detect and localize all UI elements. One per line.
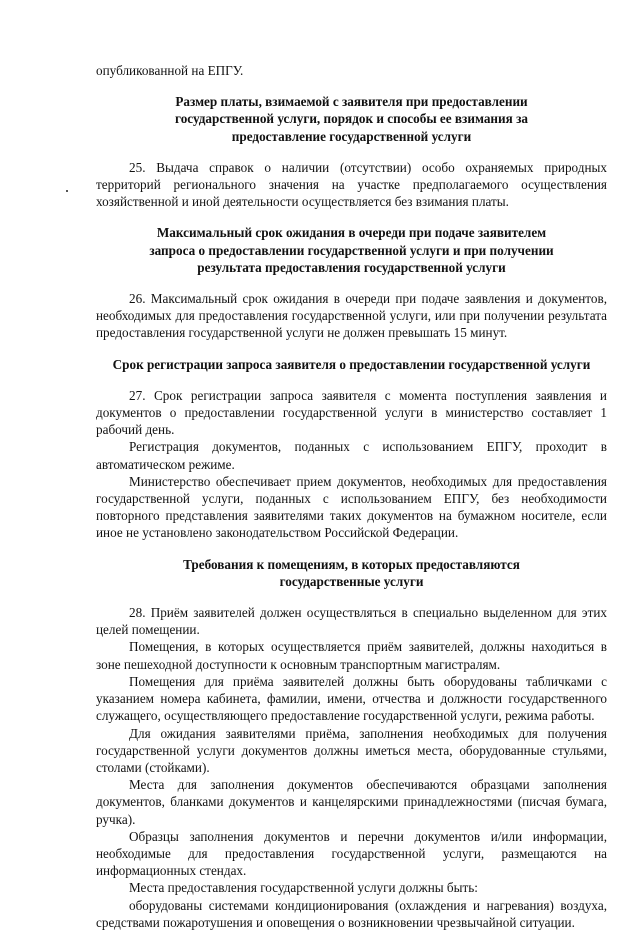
paragraph: Места предоставления государственной услуги должны быть: xyxy=(129,880,478,896)
heading-line: Срок регистрации запроса заявителя о предоставлении государственной услуги xyxy=(112,356,591,372)
section-heading xyxy=(132,224,572,276)
section-heading xyxy=(162,556,542,590)
heading-line: Требования к помещениям, в которых предоставляются xyxy=(183,556,520,572)
paragraph: Образцы заполнения документов и перечни документов и/или информации, необходимые для предоставления государственной услуги, размещаются на информационных стендах. xyxy=(96,828,607,879)
document-body xyxy=(96,62,607,931)
section-heading xyxy=(96,356,607,373)
section-heading xyxy=(152,93,552,145)
paragraph: 26. Максимальный срок ожидания в очереди при подаче заявления и документов, необходимых для предоставления государственной услуги, или при получении результата предоставления государственной услуги не должен превышать 15 минут. xyxy=(96,291,607,341)
section-registration xyxy=(96,356,607,542)
paragraph: Помещения, в которых осуществляется приём заявителей, должны находиться в зоне пешеходной доступности к основным транспортным магистралям. xyxy=(96,639,607,672)
section-queue-time xyxy=(96,224,607,341)
section-payment xyxy=(96,93,607,210)
paragraph: Для ожидания заявителями приёма, заполнения необходимых для получения государственной услуги документов должны иметься места, оборудованные стульями, столами (стойками). xyxy=(96,725,607,775)
heading-line: Максимальный срок ожидания в очереди при подаче заявителем xyxy=(156,225,547,241)
paragraph: 28. Приём заявителей должен осуществляться в специально выделенном для этих целей помещении. xyxy=(96,605,607,638)
heading-line: государственные услуги xyxy=(279,573,424,589)
intro-line: опубликованной на ЕПГУ. xyxy=(96,63,244,78)
scan-mark xyxy=(66,190,68,192)
section-premises xyxy=(96,556,607,931)
paragraph: Регистрация документов, поданных с использованием ЕПГУ, проходит в автоматическом режиме. xyxy=(96,439,607,472)
heading-line: государственной услуги, порядок и способы ее взимания за xyxy=(175,111,528,127)
heading-line: Размер платы, взимаемой с заявителя при предоставлении xyxy=(175,94,528,110)
heading-line: предоставление государственной услуги xyxy=(231,128,472,144)
heading-line: результата предоставления государственной услуги xyxy=(197,259,506,275)
paragraph: Помещения для приёма заявителей должны быть оборудованы табличками с указанием номера кабинета, фамилии, имени, отчества и должности государственного служащего, осуществляющего предоставление государственной услуги, режима работы. xyxy=(96,673,607,724)
paragraph: оборудованы системами кондиционирования (охлаждения и нагревания) воздуха, средствами пожаротушения и оповещения о возникновении чрезвычайной ситуации. xyxy=(96,897,607,930)
paragraph: 25. Выдача справок о наличии (отсутствии) особо охраняемых природных территорий регионального значения на участке предполагаемого осуществления хозяйственной и иной деятельности осуществляется без взимания платы. xyxy=(96,159,607,210)
paragraph: 27. Срок регистрации запроса заявителя с момента поступления заявления и документов о предоставлении государственной услуги в министерство составляет 1 рабочий день. xyxy=(96,387,607,438)
paragraph: Министерство обеспечивает прием документов, необходимых для предоставления государственной услуги, поданных с использованием ЕПГУ, без необходимости повторного представления заявителями таких документов на бумажном носителе, если иное не установлено законодательством Российской Федерации. xyxy=(96,473,607,541)
paragraph: Места для заполнения документов обеспечиваются образцами заполнения документов, бланками документов и канцелярскими принадлежностями (писчая бумага, ручка). xyxy=(96,777,607,827)
heading-line: запроса о предоставлении государственной услуги и при получении xyxy=(149,242,554,258)
